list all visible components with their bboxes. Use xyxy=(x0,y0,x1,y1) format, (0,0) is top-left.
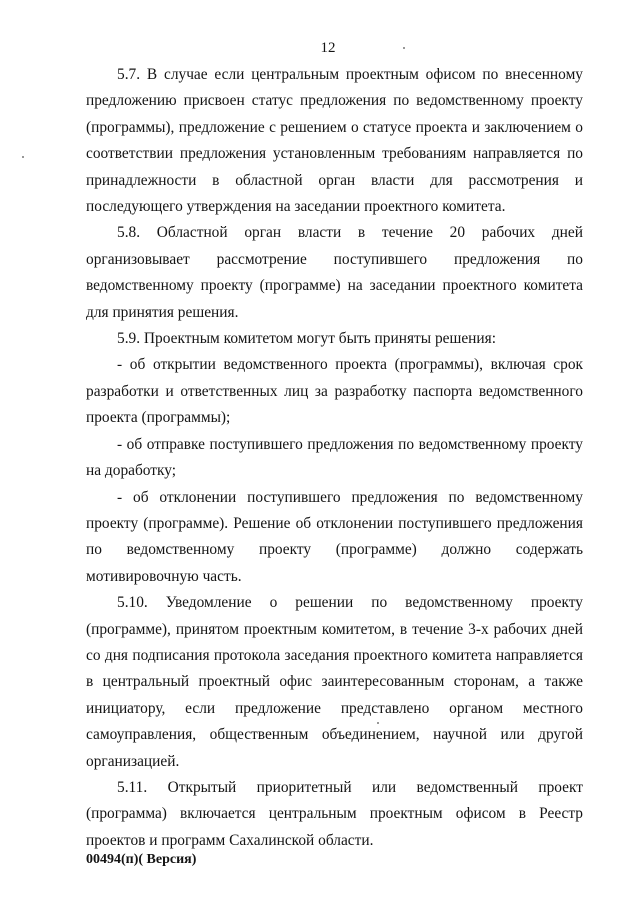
scan-speck xyxy=(22,156,24,158)
paragraph-5-11: 5.11. Открытый приоритетный или ведомственный проект (программа) включается центральным проектным офисом в Реестр проектов и программ Сахалинской области. xyxy=(86,778,583,849)
list-item-reject-proposal: - об отклонении поступившего предложения по ведомственному проекту (программе). Решение об отклонении поступившего предложения по ведомственному проекту (программе) должно содержать мотивировочную часть. xyxy=(86,488,583,585)
paragraph-5-8: 5.8. Областной орган власти в течение 20 рабочих дней организовывает рассмотрение поступившего предложения по ведомственному проекту (программе) на заседании проектного комитета для принятия решения. xyxy=(86,224,583,321)
paragraph-5-7: 5.7. В случае если центральным проектным офисом по внесенному предложению присвоен статус предложения по ведомственному проекту (программы), предложение с решением о статусе проекта и заключением о соответствии предложения установленным требованиям направляется по принадлежности в областной орган власти для рассмотрения и последующего утверждения на заседании проектного комитета. xyxy=(86,66,583,216)
paragraph-5-10: 5.10. Уведомление о решении по ведомственному проекту (программе), принятом проектным комитетом, в течение 3-х рабочих дней со дня подписания протокола заседания проектного комитета направляется в центральный проектный офис заинтересованным сторонам, а также инициатору, если предложение представлено органом местного самоуправления, общественным объединением, научной или другой организацией. xyxy=(86,594,583,770)
list-item-send-for-revision: - об отправке поступившего предложения по ведомственному проекту на доработку; xyxy=(86,435,583,480)
list-item-open-project: - об открытии ведомственного проекта (программы), включая срок разработки и ответственных лиц за разработку паспорта ведомственного проекта (программы); xyxy=(86,356,583,427)
document-body xyxy=(86,62,583,854)
scan-speck xyxy=(377,722,379,724)
document-code: 00494(п)( Версия) xyxy=(86,852,197,867)
page-number: 12 xyxy=(320,40,336,56)
paragraph-5-9: 5.9. Проектным комитетом могут быть приняты решения: xyxy=(117,330,496,348)
scan-speck xyxy=(403,47,405,49)
